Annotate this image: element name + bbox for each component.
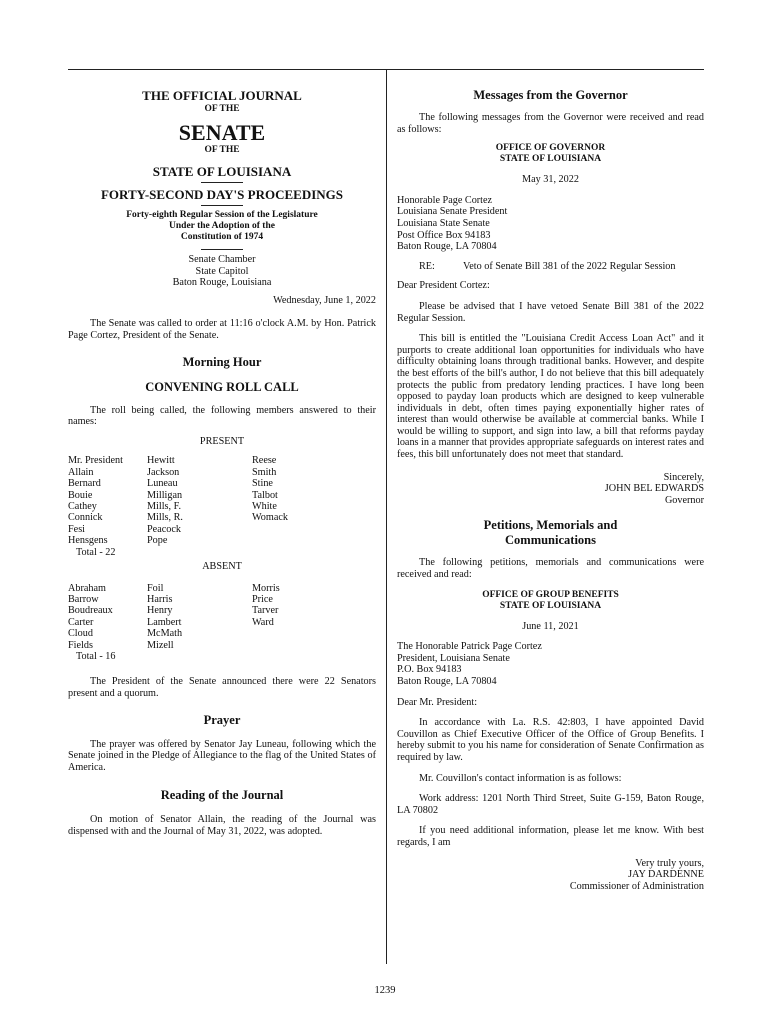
list-item: Boudreaux [68,605,113,617]
rule-2 [201,205,243,206]
list-item: Mr. President [68,455,123,467]
signatory-title: Commissioner of Administration [569,880,704,892]
absent-total: Total - 16 [76,651,116,663]
right-column [397,88,704,892]
messages-intro: The following messages from the Governor were received and read as follows: [397,112,704,135]
absent-col-1 [68,583,147,663]
list-item: Foil [147,582,164,594]
called-to-order: The Senate was called to order at 11:16 o'clock A.M. by Hon. Patrick Page Cortez, President of the Senate. [68,318,376,341]
address-line: P.O. Box 94183 [397,664,462,676]
list-item: Hewitt [147,455,175,467]
of-the-1: OF THE [204,104,240,114]
column-divider [386,69,387,964]
proceedings-title: FORTY-SECOND DAY'S PROCEEDINGS [100,187,344,202]
re-label: RE: [419,260,435,272]
re-line [397,261,704,273]
present-col-1 [68,455,147,558]
list-item: White [252,500,277,512]
list-item: Connick [68,512,103,524]
list-item: Mizell [147,639,174,651]
address-block [397,195,704,253]
state-title: STATE OF LOUISIANA [152,164,292,179]
letter-date: May 31, 2022 [522,174,579,186]
absent-label: ABSENT [202,561,242,572]
re-text: Veto of Senate Bill 381 of the 2022 Regular Session [463,260,676,272]
governor-name: JOHN BEL EDWARDS [604,483,704,495]
address-line: Baton Rouge, LA 70804 [397,676,497,687]
of-the-2: OF THE [204,145,240,155]
reading-text: On motion of Senator Allain, the reading of the Journal was dispensed with and the Journal of May 31, 2022, was adopted. [68,814,376,837]
list-item: Abraham [68,582,106,594]
list-item: Mills, F. [147,500,182,512]
address-line: The Honorable Patrick Page Cortez [397,641,542,653]
list-item: Jackson [147,466,180,478]
chamber-line-3: Baton Rouge, Louisiana [172,277,272,289]
list-item: Mills, R. [147,512,183,524]
roll-call-text: The roll being called, the following members answered to their names: [68,404,376,428]
list-item: Luneau [147,478,178,490]
list-item: Harris [147,594,173,605]
address-line: Louisiana Senate President [397,206,508,218]
list-item: Fields [68,639,93,651]
list-item: Henry [147,605,173,617]
session-line-1: Forty-eighth Regular Session of the Legislature [126,210,318,220]
session-line-2: Under the Adoption of the [169,221,275,231]
office-line-1: OFFICE OF GOVERNOR [495,143,606,154]
list-item: Morris [252,582,280,594]
list-item: Talbot [252,489,278,501]
letter2-date: June 11, 2021 [522,620,579,632]
address-line: Honorable Page Cortez [397,194,493,206]
left-column [68,88,376,838]
list-item: Ward [252,616,274,628]
office-line-2: STATE OF LOUISIANA [499,154,602,165]
address-block-2 [397,641,704,687]
rule-3 [201,249,243,250]
petitions-heading-2: Communications [505,533,596,548]
prayer-text: The prayer was offered by Senator Jay Luneau, following which the Senate joined in the Pledge of Allegiance to the flag of the United States of America. [68,738,376,773]
session-line-3: Constitution of 1974 [180,232,264,242]
petitions-heading-1: Petitions, Memorials and [483,518,618,533]
list-item: Peacock [147,523,181,535]
absent-list [68,583,376,663]
list-item: Stine [252,478,273,490]
present-list [68,455,376,558]
list-item: Pope [147,535,168,547]
salutation: Dear President Cortez: [397,280,490,292]
morning-hour-heading: Morning Hour [182,354,262,369]
list-item: Smith [252,466,277,478]
chamber-line-1: Senate Chamber [188,254,256,265]
office-line-4: STATE OF LOUISIANA [499,600,602,611]
address-line: Baton Rouge, LA 70804 [397,241,497,253]
closing-paragraph: If you need additional information, please let me know. With best regards, I am [397,825,704,848]
list-item: Fesi [68,523,85,535]
list-item: Bernard [68,478,101,490]
governor-title: Governor [664,494,704,506]
list-item: Womack [252,512,288,524]
list-item: Bouie [68,489,93,501]
page-number: 1239 [374,985,396,996]
present-col-3 [252,455,362,558]
signatory-name: JAY DARDENNE [628,869,704,881]
closing: Very truly yours, [635,857,704,869]
reading-heading: Reading of the Journal [160,788,284,803]
work-address-paragraph: Work address: 1201 North Third Street, Suite G-159, Baton Rouge, LA 70802 [397,793,704,816]
quorum-text: The President of the Senate announced there were 22 Senators present and a quorum. [68,676,376,700]
present-total: Total - 22 [76,546,116,558]
chamber-line-2: State Capitol [195,265,249,277]
list-item: Reese [252,455,277,467]
rule-1 [201,182,243,183]
list-item: Lambert [147,616,182,628]
list-item: Tarver [252,605,279,617]
address-line: Post Office Box 94183 [397,229,491,241]
list-item: McMath [147,628,183,640]
list-item: Carter [68,616,94,628]
prayer-heading: Prayer [203,712,241,727]
veto-paragraph-1: Please be advised that I have vetoed Senate Bill 381 of the 2022 Regular Session. [397,300,704,324]
office-line-3: OFFICE OF GROUP BENEFITS [482,589,619,600]
address-line: Louisiana State Senate [397,217,490,229]
appointment-paragraph: In accordance with La. R.S. 42:803, I have appointed David Couvillon as Chief Executive Officer of the Office of Group Benefits. I hereby submit to you his name for consideration of Senate Confirmation as required by law. [397,717,704,763]
absent-col-2 [147,583,252,663]
list-item: Cloud [68,628,93,640]
salutation-2: Dear Mr. President: [397,696,478,708]
petitions-intro: The following petitions, memorials and communications were received and read: [397,557,704,581]
list-item: Cathey [68,500,97,512]
list-item: Price [252,594,273,605]
absent-col-3 [252,583,362,663]
veto-paragraph-2: This bill is entitled the "Louisiana Credit Access Loan Act" and it purports to create additional loan opportunities for individuals who have difficulty obtaining loans through traditional banks. However, and despite the best efforts of the bill's author, I do not believe that this bill adequately protects the public from predatory lending practices. I have long been opposed to payday loan products which are designed to keep vulnerable individuals in debt, often times paying exponentially higher rates of interest than would otherwise be available at commercial banks. While I would be willing to support, and sign into law, a bill that reforms payday loans in a manner that provides appropriate safeguards on interest rates and fees, this bill unfortunately does not meet that standard. [397,333,704,461]
list-item: Barrow [68,594,99,605]
list-item: Hensgens [68,535,108,547]
journal-title: THE OFFICIAL JOURNAL [142,88,302,103]
present-col-2 [147,455,252,558]
contact-paragraph: Mr. Couvillon's contact information is as follows: [419,772,622,784]
senate-title: SENATE [178,120,266,145]
session-date: Wednesday, June 1, 2022 [273,294,376,306]
list-item: Milligan [147,489,183,501]
sincerely: Sincerely, [663,471,704,483]
address-line: President, Louisiana Senate [397,652,510,664]
present-label: PRESENT [199,435,245,447]
list-item: Allain [68,466,94,478]
roll-call-heading: CONVENING ROLL CALL [145,379,299,394]
messages-heading: Messages from the Governor [473,88,628,102]
